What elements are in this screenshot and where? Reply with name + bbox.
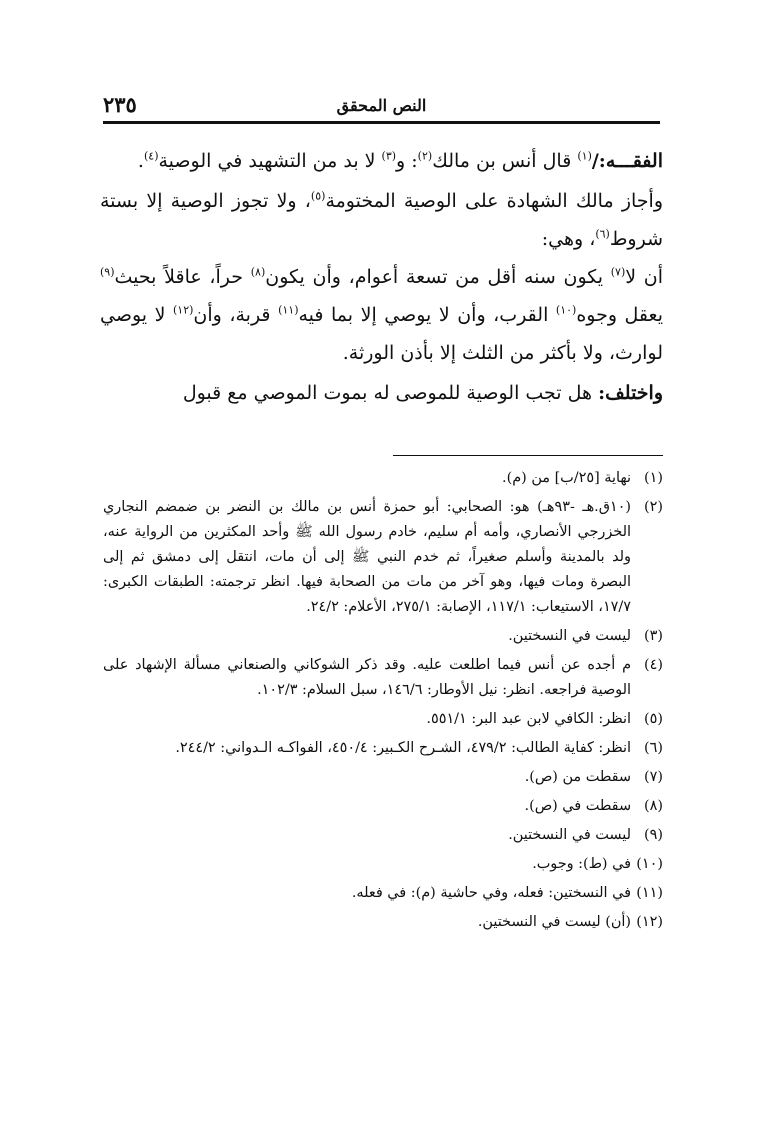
footnote-number: (٣) [644,628,663,644]
footnote-item [103,765,663,790]
footnote-number: (٢) [644,499,663,515]
paragraph-text: يعقل وجوه [576,304,663,326]
running-header [103,88,660,124]
footnote-item [103,624,663,649]
paragraph-text: ، وهي: [541,228,596,250]
footnote-ref: (٩) [100,265,115,279]
footnote-text: (أن) ليست في النسختين. [477,914,631,930]
footnote-number: (١٢) [636,914,663,930]
page-number: ٢٣٥ [103,92,137,117]
footnote-number: (٥) [644,711,663,727]
fiqh-label: الفقـــه:/ [591,150,663,172]
paragraph-text: قال أنس بن مالك [432,150,572,172]
footnote-text: سقطت في (ص). [524,798,631,814]
paragraph-text: ، ولا تجوز الوصية إلا بستة شروط [100,190,663,250]
footnote-number: (١) [644,470,663,486]
header-rule [103,121,660,124]
footnote-number: (٩) [644,827,663,843]
paragraph-conditions [100,258,663,372]
footnote-item [103,852,663,877]
footnote-text: انظر: كفاية الطالب: ٤٧٩/٢، الشـرح الكـبير: ٤٥٠/٤، الفواكـه الـدواني: ٢٤٤/٢. [175,740,631,756]
footnote-item [103,794,663,819]
footnote-separator [393,455,663,456]
footnote-ref: (٢) [417,149,433,163]
disagreement-label: واختلف: [598,382,663,404]
footnote-ref: (٤) [143,149,159,163]
footnote-item [103,881,663,906]
footnote-ref: (٨) [250,265,266,279]
footnote-number: (١١) [636,885,663,901]
footnote-ref: (١٢) [172,303,194,317]
footnote-ref: (١) [577,149,592,163]
footnote-text: نهاية [٢٥/ب] من (م). [502,470,631,486]
footnote-ref: (٥) [310,189,326,203]
footnote-ref: (٦) [595,227,610,241]
footnote-number: (٧) [644,769,663,785]
footnote-text: في النسختين: فعله، وفي حاشية (م): في فعله. [351,885,631,901]
paragraph-fiqh: الفقـــه:/$^{(١)}$ قال أنس بن مالك$^{(٢)}$: و$^{(٣)}$ لا بد من التشهيد في الوصية$^{(٤)}$. [137,149,663,172]
footnote-number: (٤) [644,657,663,673]
footnote-text: (١٠ق.هـ -٩٣هـ) هو: الصحابي: أبو حمزة أنس بن مالك بن النضر بن ضمضم النجاري الخزرجي الأنصاري، وأمه أم سليم، خادم رسول الله ﷺ وأحد المكثرين من الرواية عنه، ولد بالمدينة وأسلم صغيراً، ثم خدم النبي ﷺ إلى أن مات، انتقل إلى دمشق ثم إلى البصرة ومات فيها، وهو آخر من مات من الصحابة فيها. انظر ترجمته: الطبقات الكبرى: ١٧/٧، الاستيعاب: ١١٧/١، الإصابة: ٢٧٥/١، الأعلام: ٢٤/٢. [103,499,631,615]
footnote-text: في (ط): وجوب. [532,856,631,872]
footnote-ref: (٧) [610,265,626,279]
footnote-number: (١٠) [636,856,663,872]
main-text [100,142,663,412]
paragraph-text: لا بد من التشهيد في الوصية [158,150,382,172]
paragraph-text: : و [396,150,418,172]
paragraph-text: هل تجب الوصية للموصى له بموت الموصي مع قبول [182,382,599,404]
footnote-text: ليست في النسختين. [508,628,631,644]
footnote-item [103,495,663,620]
footnote-number: (٦) [644,740,663,756]
footnote-text: انظر: الكافي لابن عبد البر: ٥٥١/١. [426,711,631,727]
footnote-item [103,707,663,732]
paragraph-text: أن لا [625,266,664,288]
paragraph-text: القرب، وأن لا يوصي إلا بما فيه [298,304,556,326]
footnote-item [103,910,663,935]
paragraph-text: حراً، عاقلاً بحيث [114,266,251,288]
footnote-text: ليست في النسختين. [508,827,631,843]
paragraph-disagreement [100,374,663,412]
footnote-ref: (٣) [381,149,397,163]
paragraph-malik [100,182,663,258]
footnote-number: (٨) [644,798,663,814]
footnote-item [103,466,663,491]
paragraph-text: قربة، وأن [193,304,279,326]
footnote-item [103,653,663,703]
footnote-text: م أجده عن أنس فيما اطلعت عليه. وقد ذكر الشوكاني والصنعاني مسألة الإشهاد على الوصية فراجعه. انظر: نيل الأوطار: ١٤٦/٦، سبل السلام: ١٠٢/٣. [103,657,631,698]
paragraph-text: وأجاز مالك الشهادة على الوصية المختومة [325,190,663,212]
footnote-ref: (١١) [278,303,299,317]
footnote-ref: (١٠) [555,303,577,317]
footnote-item [103,823,663,848]
paragraph-text: يكون سنه أقل من تسعة أعوام، وأن يكون [265,266,611,288]
footnote-item [103,736,663,761]
footnote-text: سقطت من (ص). [524,769,631,785]
paragraph-text: لا يوصي لوارث، ولا بأكثر من الثلث إلا بأذن الورثة. [100,304,663,364]
page-title: النص المحقق [336,96,427,115]
footnotes [103,466,663,939]
